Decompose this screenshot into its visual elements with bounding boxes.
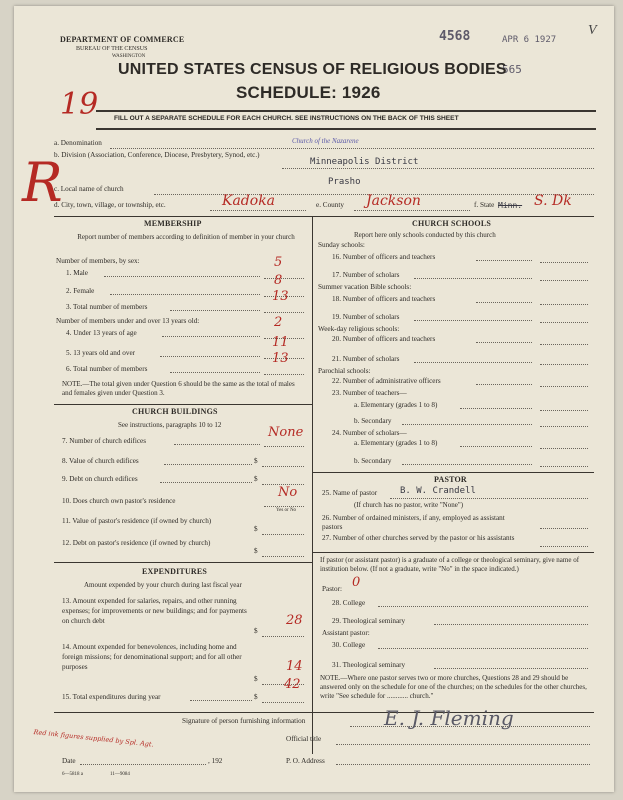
- member-row-label: 6. Total number of members: [66, 365, 148, 373]
- school-row-leader: [402, 464, 532, 465]
- county-value: Jackson: [366, 193, 421, 209]
- pastor-title: PASTOR: [434, 475, 467, 484]
- pastor-note: NOTE.—Where one pastor serves two or more churches, Questions 28 and 29 should be answered only on the schedule for one of the churches; on the schedules for the other churches, write "See schedule for ............ church.": [320, 674, 587, 700]
- member-row-answer: [264, 270, 304, 279]
- pastor-top-rule: [312, 472, 594, 473]
- school-row-leader: [402, 424, 532, 425]
- school-row-answer: [540, 336, 588, 345]
- q31-line: [434, 668, 588, 669]
- school-row-leader: [460, 408, 532, 409]
- member-row-label: 2. Female: [66, 287, 95, 295]
- assistant-subheading: Assistant pastor:: [322, 629, 370, 637]
- q26-label: 26. Number of ordained ministers, if any, employed as assistant pastors: [322, 514, 505, 531]
- member-row-label: 4. Under 13 years of age: [66, 329, 137, 337]
- dollar-sign: $: [254, 693, 258, 701]
- bureau-line: BUREAU OF THE CENSUS: [76, 46, 148, 52]
- q29-line: [434, 624, 588, 625]
- q13-answer: [262, 628, 304, 637]
- membership-title: MEMBERSHIP: [144, 219, 202, 228]
- member-row-leader: [110, 294, 260, 295]
- school-row-label: 17. Number of scholars: [332, 271, 400, 279]
- county-label: e. County: [316, 201, 344, 209]
- denomination-value: Church of the Nazarene: [292, 137, 359, 145]
- school-row-leader: [414, 278, 532, 279]
- school-row-leader: [414, 362, 532, 363]
- q15-answer: [262, 694, 304, 703]
- q15-label: 15. Total expenditures during year: [62, 693, 161, 701]
- school-row-label: b. Secondary: [354, 417, 392, 425]
- sex-heading: Number of members, by sex:: [56, 257, 140, 265]
- expenditures-intro: Amount expended by your church during last fiscal year: [84, 581, 242, 589]
- vacation-heading: Summer vacation Bible schools:: [318, 283, 412, 291]
- local-name-value: Prasho: [328, 177, 361, 187]
- column-divider: [312, 216, 313, 754]
- pastor-name-value: B. W. Crandell: [400, 486, 476, 496]
- yes-no-hint: Yes or No: [276, 508, 297, 513]
- q27-answer: [540, 538, 588, 547]
- denomination-label: a. Denomination: [54, 139, 102, 147]
- date-line: [80, 764, 206, 765]
- corner-check-mark: V: [588, 23, 597, 38]
- receipt-stamp-date: APR 6 1927: [502, 35, 557, 45]
- city-label: d. City, town, village, or township, etc.: [54, 201, 166, 209]
- male-count: 5: [274, 255, 283, 270]
- q30-line: [378, 648, 588, 649]
- dollar-sign: $: [254, 627, 258, 635]
- school-row-label: 18. Number of officers and teachers: [332, 295, 436, 303]
- parochial-heading: Parochial schools:: [318, 367, 371, 375]
- under-13-count: 2: [274, 315, 283, 330]
- official-title-line: [336, 744, 590, 745]
- dollar-sign: $: [254, 475, 258, 483]
- building-row-leader: [174, 444, 260, 445]
- school-row-label: 20. Number of officers and teachers: [332, 335, 436, 343]
- member-row-leader: [162, 336, 260, 337]
- receipt-stamp-number: 4568: [439, 29, 471, 44]
- local-name-label: c. Local name of church: [54, 185, 124, 193]
- building-row-label: 8. Value of church edifices: [62, 457, 139, 465]
- schools-intro: Report here only schools conducted by this church: [354, 231, 496, 239]
- member-row-leader: [104, 276, 260, 277]
- member-row-answer: [264, 366, 304, 375]
- schedule-title: SCHEDULE: 1926: [236, 83, 381, 102]
- po-address-line: [336, 764, 590, 765]
- total-members-by-sex: 13: [272, 289, 289, 304]
- q14-value: 14: [286, 659, 303, 674]
- buildings-top-rule: [54, 404, 312, 405]
- q15-value: 42: [284, 677, 301, 692]
- member-row-answer: [264, 304, 304, 313]
- signature-value: E. J. Fleming: [384, 706, 514, 730]
- q13-value: 28: [286, 613, 303, 628]
- weekday-heading: Week-day religious schools:: [318, 325, 400, 333]
- dollar-sign: $: [254, 525, 258, 533]
- state-struck-value: Minn.: [498, 201, 523, 210]
- school-row-answer: [540, 296, 588, 305]
- membership-intro: Report number of members according to definition of member in your church: [77, 233, 295, 241]
- building-row-answer: [262, 476, 304, 485]
- school-row-label: a. Elementary (grades 1 to 8): [354, 439, 438, 447]
- form-code-secondary: 11—9084: [110, 772, 130, 777]
- school-row-label: a. Elementary (grades 1 to 8): [354, 401, 438, 409]
- building-row-label: 11. Value of pastor's residence (if owned by church): [62, 517, 212, 525]
- building-row-leader: [164, 464, 252, 465]
- member-row-label: 5. 13 years old and over: [66, 349, 136, 357]
- form-code: 6—5818 a: [62, 772, 83, 777]
- county-line: [354, 210, 470, 211]
- member-row-label: 3. Total number of members: [66, 303, 148, 311]
- school-row-leader: [476, 384, 532, 385]
- division-line: [282, 168, 594, 169]
- q25-label: 25. Name of pastor: [322, 489, 378, 497]
- school-row-label: 16. Number of officers and teachers: [332, 253, 436, 261]
- q29-label: 29. Theological seminary: [332, 617, 406, 625]
- q15-leader: [190, 700, 252, 701]
- school-row-answer: [540, 402, 588, 411]
- pastor-graduate-value: 0: [352, 575, 361, 590]
- total-members-by-age: 13: [272, 351, 289, 366]
- school-row-leader: [460, 446, 532, 447]
- q28-line: [378, 606, 588, 607]
- expenditures-title: EXPENDITURES: [142, 567, 208, 576]
- school-row-label: 24. Number of scholars—: [332, 429, 407, 437]
- buildings-title: CHURCH BUILDINGS: [132, 407, 218, 416]
- grid-top-rule: [54, 216, 594, 217]
- member-row-label: 1. Male: [66, 269, 88, 277]
- graduation-top-rule: [312, 552, 594, 553]
- school-row-answer: [540, 254, 588, 263]
- q13-label: 13. Amount expended for salaries, repairs, and other running expenses; for improvements or new buildings; and for payments on church debt: [62, 597, 247, 625]
- building-row-answer: [262, 548, 304, 557]
- female-count: 8: [274, 273, 283, 288]
- over-13-count: 11: [272, 335, 289, 350]
- building-row-label: 9. Debt on church edifices: [62, 475, 138, 483]
- q25-note: (If church has no pastor, write "None"): [354, 501, 464, 509]
- q14-label: 14. Amount expended for benevolences, including home and foreign missions; for denominational support; and for all other purposes: [62, 643, 242, 671]
- school-row-answer: [540, 378, 588, 387]
- age-heading: Number of members under and over 13 years old:: [56, 317, 200, 325]
- form-title: UNITED STATES CENSUS OF RELIGIOUS BODIES: [118, 61, 507, 78]
- school-row-answer: [540, 440, 588, 449]
- state-value: S. Dk: [534, 193, 572, 209]
- q28-label: 28. College: [332, 599, 366, 607]
- q31-label: 31. Theological seminary: [332, 661, 406, 669]
- building-row-label: 7. Number of church edifices: [62, 437, 147, 445]
- division-label: b. Division (Association, Conference, Diocese, Presbytery, Synod, etc.): [54, 151, 260, 159]
- handwritten-letter-r: R: [22, 151, 63, 214]
- school-row-leader: [476, 342, 532, 343]
- building-row-label: 10. Does church own pastor's residence: [62, 497, 176, 505]
- city-value: Kadoka: [222, 193, 276, 209]
- building-row-answer: [262, 526, 304, 535]
- dollar-sign: $: [254, 675, 258, 683]
- owns-residence-value: No: [278, 485, 298, 500]
- member-row-leader: [170, 310, 260, 311]
- member-row-leader: [170, 372, 260, 373]
- building-row-leader: [160, 482, 252, 483]
- school-row-label: 23. Number of teachers—: [332, 389, 407, 397]
- schools-title: CHURCH SCHOOLS: [412, 219, 492, 228]
- church-edifices-value: None: [268, 425, 304, 440]
- division-value: Minneapolis District: [310, 157, 419, 167]
- census-schedule-sheet: [14, 6, 614, 792]
- graduation-note: If pastor (or assistant pastor) is a graduate of a college or theological seminary, give name of institution below. (If not a graduate, write "No" in the space indicated.): [320, 556, 580, 573]
- school-row-answer: [540, 418, 588, 427]
- city-line: WASHINGTON: [112, 54, 146, 59]
- second-stamp-number: 565: [502, 63, 522, 76]
- expenditures-top-rule: [54, 562, 312, 563]
- school-row-leader: [414, 320, 532, 321]
- school-row-label: 21. Number of scholars: [332, 355, 400, 363]
- school-row-leader: [476, 302, 532, 303]
- dollar-sign: $: [254, 457, 258, 465]
- school-row-answer: [540, 356, 588, 365]
- building-row-answer: [262, 458, 304, 467]
- city-line: [210, 210, 306, 211]
- q26-answer: [540, 520, 588, 529]
- denomination-line: [110, 148, 594, 149]
- q27-label: 27. Number of other churches served by the pastor or his assistants: [322, 534, 515, 542]
- date-label: Date: [62, 757, 76, 765]
- department-line: DEPARTMENT OF COMMERCE: [60, 35, 185, 44]
- school-row-label: 19. Number of scholars: [332, 313, 400, 321]
- state-label: f. State: [474, 201, 495, 209]
- header-rule-top: [96, 110, 596, 112]
- red-ink-note: Red ink figures supplied by Spl. Agt.: [33, 728, 154, 749]
- handwritten-page-number: 19: [60, 87, 99, 122]
- school-row-label: b. Secondary: [354, 457, 392, 465]
- dollar-sign: $: [254, 547, 258, 555]
- q30-label: 30. College: [332, 641, 366, 649]
- po-address-label: P. O. Address: [286, 757, 325, 765]
- signature-label: Signature of person furnishing information: [182, 717, 306, 725]
- sunday-heading: Sunday schools:: [318, 241, 365, 249]
- official-title-label: Official title: [286, 735, 322, 743]
- membership-note: NOTE.—The total given under Question 6 should be the same as the total of males and females given under Question 3.: [62, 380, 295, 397]
- school-row-answer: [540, 272, 588, 281]
- building-row-label: 12. Debt on pastor's residence (if owned by church): [62, 539, 211, 547]
- q25-line: [390, 498, 588, 499]
- pastor-subheading: Pastor:: [322, 585, 342, 593]
- school-row-label: 22. Number of administrative officers: [332, 377, 441, 385]
- member-row-leader: [160, 356, 260, 357]
- instruction-line: FILL OUT A SEPARATE SCHEDULE FOR EACH CHURCH. SEE INSTRUCTIONS ON THE BACK OF THIS SHEET: [114, 115, 459, 122]
- header-rule-bottom: [96, 128, 596, 130]
- school-row-answer: [540, 314, 588, 323]
- buildings-intro: See instructions, paragraphs 10 to 12: [118, 421, 222, 429]
- year-suffix: , 192: [208, 757, 223, 765]
- school-row-leader: [476, 260, 532, 261]
- school-row-answer: [540, 458, 588, 467]
